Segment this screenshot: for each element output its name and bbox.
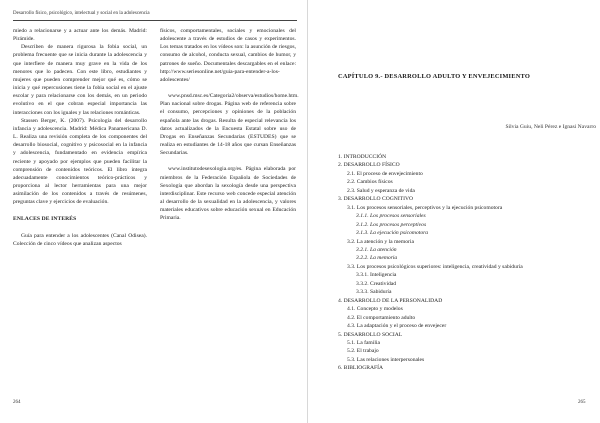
toc-item: 2.2. Cambios físicos bbox=[347, 179, 393, 186]
toc-item: 3.1.1. Los procesos sensoriales bbox=[356, 213, 426, 220]
chapter-authors: Silvia Guiu, Neli Pérez e Ignasi Navarro bbox=[505, 124, 596, 130]
toc-item: 4.3. La adaptación y el proceso de envejecer bbox=[347, 323, 447, 330]
toc-item: 1. INTRODUCCIÓN bbox=[338, 154, 387, 160]
toc-item: 5. DESARROLLO SOCIAL bbox=[338, 331, 403, 338]
toc-item: 3.3.2. Creatividad bbox=[356, 280, 397, 287]
running-header: Desarrollo físico, psicológico, intelectual y social en la adolescencia bbox=[13, 11, 150, 16]
toc-item: 2.3. Salud y esperanza de vida bbox=[347, 187, 415, 194]
page-number-left: 264 bbox=[13, 400, 21, 405]
link-entry-guia: Guía para entender a los adolescentes (Canal Odisea). Colección de cinco vídeos que analizan aspectos bbox=[13, 232, 147, 247]
toc-item: 3.3.3. Sabiduría bbox=[356, 289, 392, 296]
chapter-title: CAPÍTULO 9.- DESARROLLO ADULTO Y ENVEJECIMIENTO bbox=[338, 73, 531, 80]
toc-item: 5.3. Las relaciones interpersonales bbox=[347, 356, 425, 363]
right-page bbox=[308, 0, 600, 423]
toc-item: 4.2. El comportamiento adulto bbox=[347, 314, 416, 321]
toc-item: 3.3.1. Inteligencia bbox=[356, 272, 397, 279]
reference-description: Describen de manera rigurosa la fobia social, un problema frecuente que se inicia durante la adolescencia y que interfiere de manera muy grave en la vida de los menores que lo padecen. Con este libro, estudiantes y mujeres que pueden comprender mejor qué es, cómo se inicia y qué repercusiones tiene la fobia social en el ajuste escolar y para relacionarse con los demás, en un periodo evolutivo en el que cobran especial importancia las interacciones con los iguales y las relaciones románticas. bbox=[13, 44, 147, 116]
toc-item: 3.2.1. La atención bbox=[356, 246, 397, 253]
toc-item: 5.1. La familia bbox=[347, 339, 380, 346]
toc-item: 2.1. El proceso de envejecimiento bbox=[347, 170, 423, 177]
left-column-1 bbox=[13, 27, 147, 248]
toc-item: 3.1.2. Los procesos perceptivos bbox=[356, 221, 427, 228]
header-rule bbox=[13, 20, 297, 21]
table-of-contents bbox=[338, 153, 593, 373]
link-entry-sexologia[interactable]: www.institutodesexologia.org/es. Página elaborada por miembros de la Federación Española de Sociedades de Sexología que abordan la sexología desde una perspectiva interdisciplinar. Este recurso web concede especial atención al desarrollo de la sexualidad en la adolescencia, y valores materiales educativos sobre educación sexual en Educación Primaria. bbox=[160, 166, 296, 222]
toc-item: 5.2. El trabajo bbox=[347, 348, 379, 355]
page-number-right: 265 bbox=[578, 400, 586, 405]
toc-item: 4. DESARROLLO DE LA PERSONALIDAD bbox=[338, 297, 443, 304]
toc-item: 3. DESARROLLO COGNITIVO bbox=[338, 196, 414, 203]
reference-stassen-berger: Stassen Berger, K. (2007). Psicología del desarrollo infancia y adolescencia. Madrid: Médica Panamericana D. L. Realiza una revisión completa de los componentes del desarrollo biosocial, cognitivo y psicosocial en la infancia y adolescencia, fundamentado en evidencia empírica reciente y apoyado por ejemplos que pueden facilitar la comprensión de contenidos teóricos. El libro integra adecuadamente conocimientos teórico-prácticos y proporciona al lector herramientas para una mejor asimilación de los contenidos a través de resúmenes, preguntas clave y ejercicios de evaluación. bbox=[13, 117, 147, 206]
toc-item: 2. DESARROLLO FÍSICO bbox=[338, 162, 400, 169]
toc-item: 3.2.2. La memoria bbox=[356, 255, 398, 262]
toc-item: 4.1. Concepto y modelos bbox=[347, 306, 403, 313]
toc-item: 3.3. Los procesos psicológicos superiores: inteligencia, creatividad y sabiduría bbox=[347, 263, 523, 270]
reference-continuation: miedo a relacionarse y a actuar ante los demás. Madrid: Pirámide. bbox=[13, 28, 147, 43]
section-heading-links: ENLACES DE INTERÉS bbox=[13, 216, 77, 223]
toc-item: 6. BIBLIOGRAFÍA bbox=[338, 365, 384, 372]
toc-item: 3.1.3. La ejecución psicomotora bbox=[356, 230, 429, 237]
link-entry-guia-continued: físicos, comportamentales, sociales y emocionales del adolescente a través de estudios de casos y experimentos. Los temas tratados en los vídeos son: la asunción de riesgos, consumo de alcohol, conducta sexual, cambios de humor, y patrones de sueño. Documentales descargables en el enlace: http://www.seriesonline.net/guia-para-entender-a-los-adolescentes/ bbox=[160, 28, 296, 83]
link-entry-pnsd[interactable]: www.pnsd.msc.es/Categoria2/observa/estudios/home.htm. Plan nacional sobre drogas. Página web de referencia sobre el consumo, percepciones y opiniones de la población española ante las drogas. Resulta de especial relevancia los datos actualizados de la Encuesta Estatal sobre uso de Drogas en Enseñanzas Secundarias (ESTUDES) que se realiza en estudiantes de 14-18 años que cursan Enseñanzas Secundarias. bbox=[160, 93, 299, 157]
toc-item: 3.2. La atención y la memoria bbox=[347, 238, 414, 245]
left-column-2 bbox=[160, 27, 299, 222]
toc-item: 3.1. Los procesos sensoriales, perceptivos y la ejecución psicomotora bbox=[347, 204, 503, 211]
